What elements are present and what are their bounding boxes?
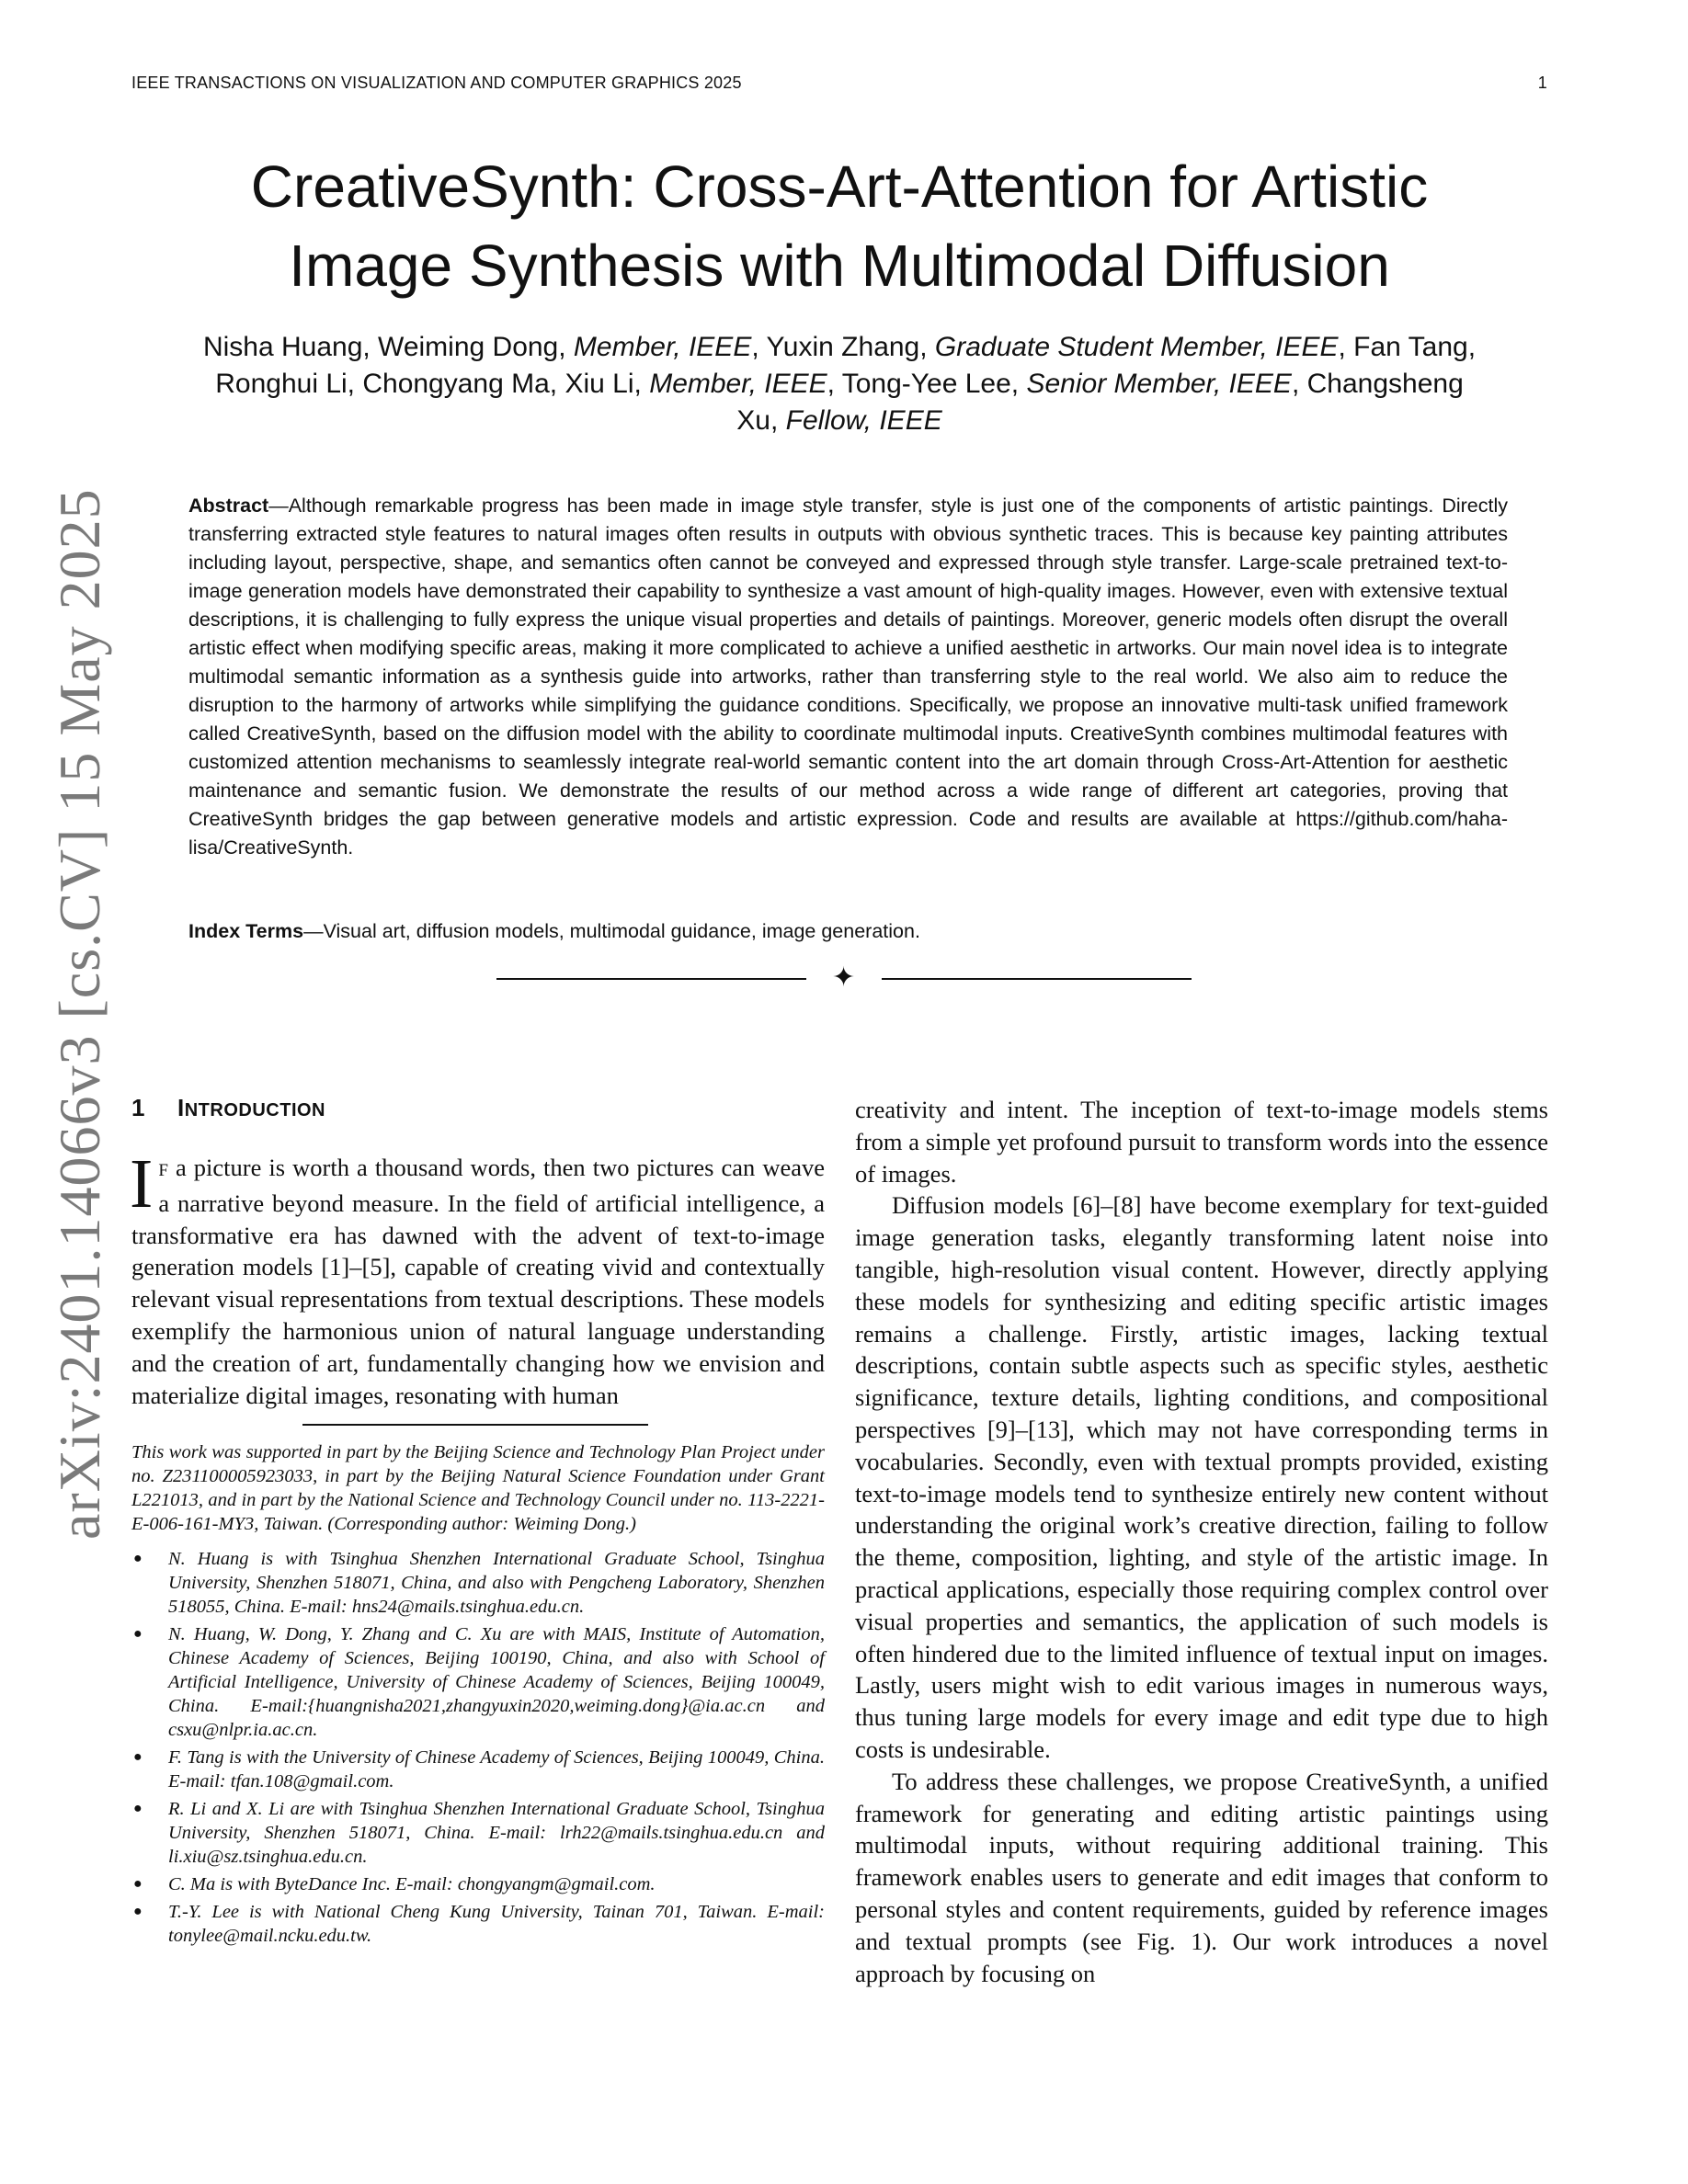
author-text: Xu, [736, 405, 786, 436]
intro-paragraph-2: Diffusion models [6]–[8] have become exemplary for text-guided image generation tasks, elegantly transforming latent noise into tangible, high-resolution visual content. However, directly applying these models for synthesizing and editing specific artistic images remains a challenge. Firstly, artistic images, lacking textual descriptions, contain subtle aspects such as specific styles, aesthetic significance, texture details, lighting conditions, and compositional perspectives [9]–[13], which may not have corresponding terms in vocabularies. Secondly, even with textual prompts provided, existing text-to-image models tend to synthesize entirely new content without understanding the original work’s creative direction, failing to follow the theme, composition, lighting, and style of the artistic image. In practical applications, especially those requiring complex control over visual properties and semantics, the application of such models is often hindered due to the limited influence of textual input on images. Lastly, users might wish to edit various images in numerous ways, thus tuning large models for every image and edit type due to high costs is undesirable. [855, 1191, 1548, 1763]
abstract [188, 492, 1508, 862]
paper-title [131, 147, 1547, 305]
intro-paragraph-1 [130, 1145, 825, 1411]
index-terms-label: Index Terms [188, 920, 304, 942]
page-number: 1 [1537, 74, 1547, 92]
author-role: Graduate Student Member, IEEE [934, 332, 1339, 362]
author-text: Ronghui Li, Chongyang Ma, Xiu Li, [215, 369, 650, 399]
affiliation-text: C. Ma is with ByteDance Inc. E-mail: chongyangm@gmail.com. [168, 1873, 656, 1894]
affiliation-item [131, 1872, 825, 1896]
abstract-text: —Although remarkable progress has been made in image style transfer, style is just one of the components of artistic paintings. Directly transferring extracted style features to natural images often results in outputs with obvious synthetic traces. This is because key painting attributes including layout, perspective, shape, and semantics often cannot be conveyed and expressed through style transfer. Large-scale pretrained text-to-image generation models have demonstrated their capability to synthesize a vast amount of high-quality images. However, even with extensive textual descriptions, it is challenging to fully express the unique visual properties and details of paintings. Moreover, generic models often disrupt the overall artistic effect when modifying specific areas, making it more complicated to achieve a unified aesthetic in artworks. Our main novel idea is to integrate multimodal semantic information as a synthesis guide into artworks, rather than transferring style to the real world. We also aim to reduce the disruption to the harmony of artworks while simplifying the guidance conditions. Specifically, we propose an innovative multi-task unified framework called CreativeSynth, based on the diffusion model with the ability to coordinate multimodal inputs. CreativeSynth combines multimodal features with customized attention mechanisms to seamlessly integrate real-world semantic content into the art domain through Cross-Art-Attention for aesthetic maintenance and semantic fusion. We demonstrate the results of our method across a wide range of different art categories, proving that CreativeSynth bridges the gap between generative models and artistic expression. Code and results are available at https://github.com/haha-lisa/CreativeSynth. [188, 495, 1508, 859]
author-text: , Yuxin Zhang, [751, 332, 935, 362]
paragraph-text: a picture is worth a thousand words, then two pictures can weave a narrative beyond measure. In the field of artificial intelligence, a transformative era has dawned with the advent of text-to-image generation models [1]–[5], capable of creating vivid and contextually relevant visual representations from textual descriptions. These models exemplify the harmonious union of natural language understanding and the creation of art, fundamentally changing how we envision and materialize digital images, resonating with human [131, 1154, 825, 1409]
section-title-initial: I [177, 1094, 185, 1121]
author-role: Senior Member, IEEE [1026, 369, 1292, 399]
funding-footnote: This work was supported in part by the Beijing Science and Technology Plan Project under no. Z231100005923033, in part by the Beijing Natural Science Foundation under Grant L221013, and in part by the National Science and Technology Council under no. 113-2221-E-006-161-MY3, Taiwan. (Corresponding author: Weiming Dong.) [131, 1441, 825, 1534]
lead-letter: F [158, 1161, 168, 1180]
arxiv-stamp: arXiv:2401.14066v3 [cs.CV] 15 May 2025 [47, 488, 112, 1540]
affiliation-text: R. Li and X. Li are with Tsinghua Shenzhen International Graduate School, Tsinghua University, Shenzhen 518071, China. E-mail: lrh22@mails.tsinghua.edu.cn and li.xiu@sz.tsinghua.edu.cn. [168, 1798, 825, 1867]
author-list [131, 329, 1547, 439]
bullet-icon: ● [133, 1550, 143, 1566]
author-text: Nisha Huang, Weiming Dong, [202, 332, 574, 362]
journal-name: IEEE TRANSACTIONS ON VISUALIZATION AND COMPUTER GRAPHICS 2025 [131, 74, 742, 92]
right-column [855, 1094, 1548, 1989]
dropcap: I [130, 1145, 154, 1223]
author-role: Member, IEEE [649, 369, 827, 399]
separator-line-left [496, 978, 806, 980]
bullet-icon: ● [133, 1875, 143, 1892]
affiliation-item [131, 1746, 825, 1793]
author-text: , Changsheng [1291, 369, 1464, 399]
affiliation-item [131, 1900, 825, 1948]
index-terms-text: —Visual art, diffusion models, multimodal guidance, image generation. [303, 920, 920, 942]
bullet-icon: ● [133, 1903, 143, 1919]
bullet-icon: ● [133, 1748, 143, 1765]
intro-paragraph-3: To address these challenges, we propose CreativeSynth, a unified framework for generating and editing artistic paintings using multimodal inputs, without requiring additional training. This framework enables users to generate and edit images that conform to personal styles and content requirements, guided by reference images and textual prompts (see Fig. 1). Our work introduces a novel approach by focusing on [855, 1767, 1548, 1987]
abstract-label: Abstract [188, 495, 269, 517]
title-line-2: Image Synthesis with Multimodal Diffusion [289, 233, 1390, 299]
section-title-rest: NTRODUCTION [184, 1100, 325, 1120]
affiliation-text: N. Huang, W. Dong, Y. Zhang and C. Xu are with MAIS, Institute of Automation, Chinese Academy of Sciences, Beijing 100190, China, and also with School of Artificial Intelligence, University of Chinese Academy of Sciences, Beijing 100049, China. E-mail:{huangnisha2021,zhangyuxin2020,weiming.dong}@ia.ac.cn and csxu@nlpr.ia.ac.cn. [168, 1623, 825, 1740]
affiliation-item [131, 1547, 825, 1619]
intro-paragraph-1-continued: creativity and intent. The inception of text-to-image models stems from a simple yet profound pursuit to transform words into the essence of images. [855, 1096, 1548, 1188]
left-column [131, 1094, 825, 1951]
section-heading [131, 1094, 825, 1122]
affiliation-text: F. Tang is with the University of Chinese Academy of Sciences, Beijing 100049, China. E-mail: tfan.108@gmail.com. [168, 1746, 825, 1792]
author-role: Fellow, IEEE [785, 405, 942, 436]
separator-line-right [882, 978, 1192, 980]
affiliation-text: T.-Y. Lee is with National Cheng Kung University, Tainan 701, Taiwan. E-mail: tonylee@mail.ncku.edu.tw. [168, 1901, 825, 1946]
bullet-icon: ● [133, 1625, 143, 1642]
separator-star-icon: ✦ [832, 962, 856, 993]
affiliation-text: N. Huang is with Tsinghua Shenzhen International Graduate School, Tsinghua University, Shenzhen 518071, China, and also with Pengcheng Laboratory, Shenzhen 518055, China. E-mail: hns24@mails.tsinghua.edu.cn. [168, 1548, 825, 1617]
affiliation-item [131, 1797, 825, 1869]
index-terms [188, 917, 1508, 946]
author-text: , Fan Tang, [1338, 332, 1477, 362]
bullet-icon: ● [133, 1800, 143, 1816]
title-line-1: CreativeSynth: Cross-Art-Attention for Artistic [250, 154, 1429, 220]
running-header [131, 74, 1547, 93]
section-number: 1 [131, 1094, 145, 1121]
author-role: Member, IEEE [573, 332, 752, 362]
affiliation-item [131, 1622, 825, 1742]
author-text: , Tong-Yee Lee, [827, 369, 1027, 399]
affiliation-list [131, 1547, 825, 1948]
section-separator [496, 962, 1192, 993]
footnote-rule [302, 1424, 648, 1426]
